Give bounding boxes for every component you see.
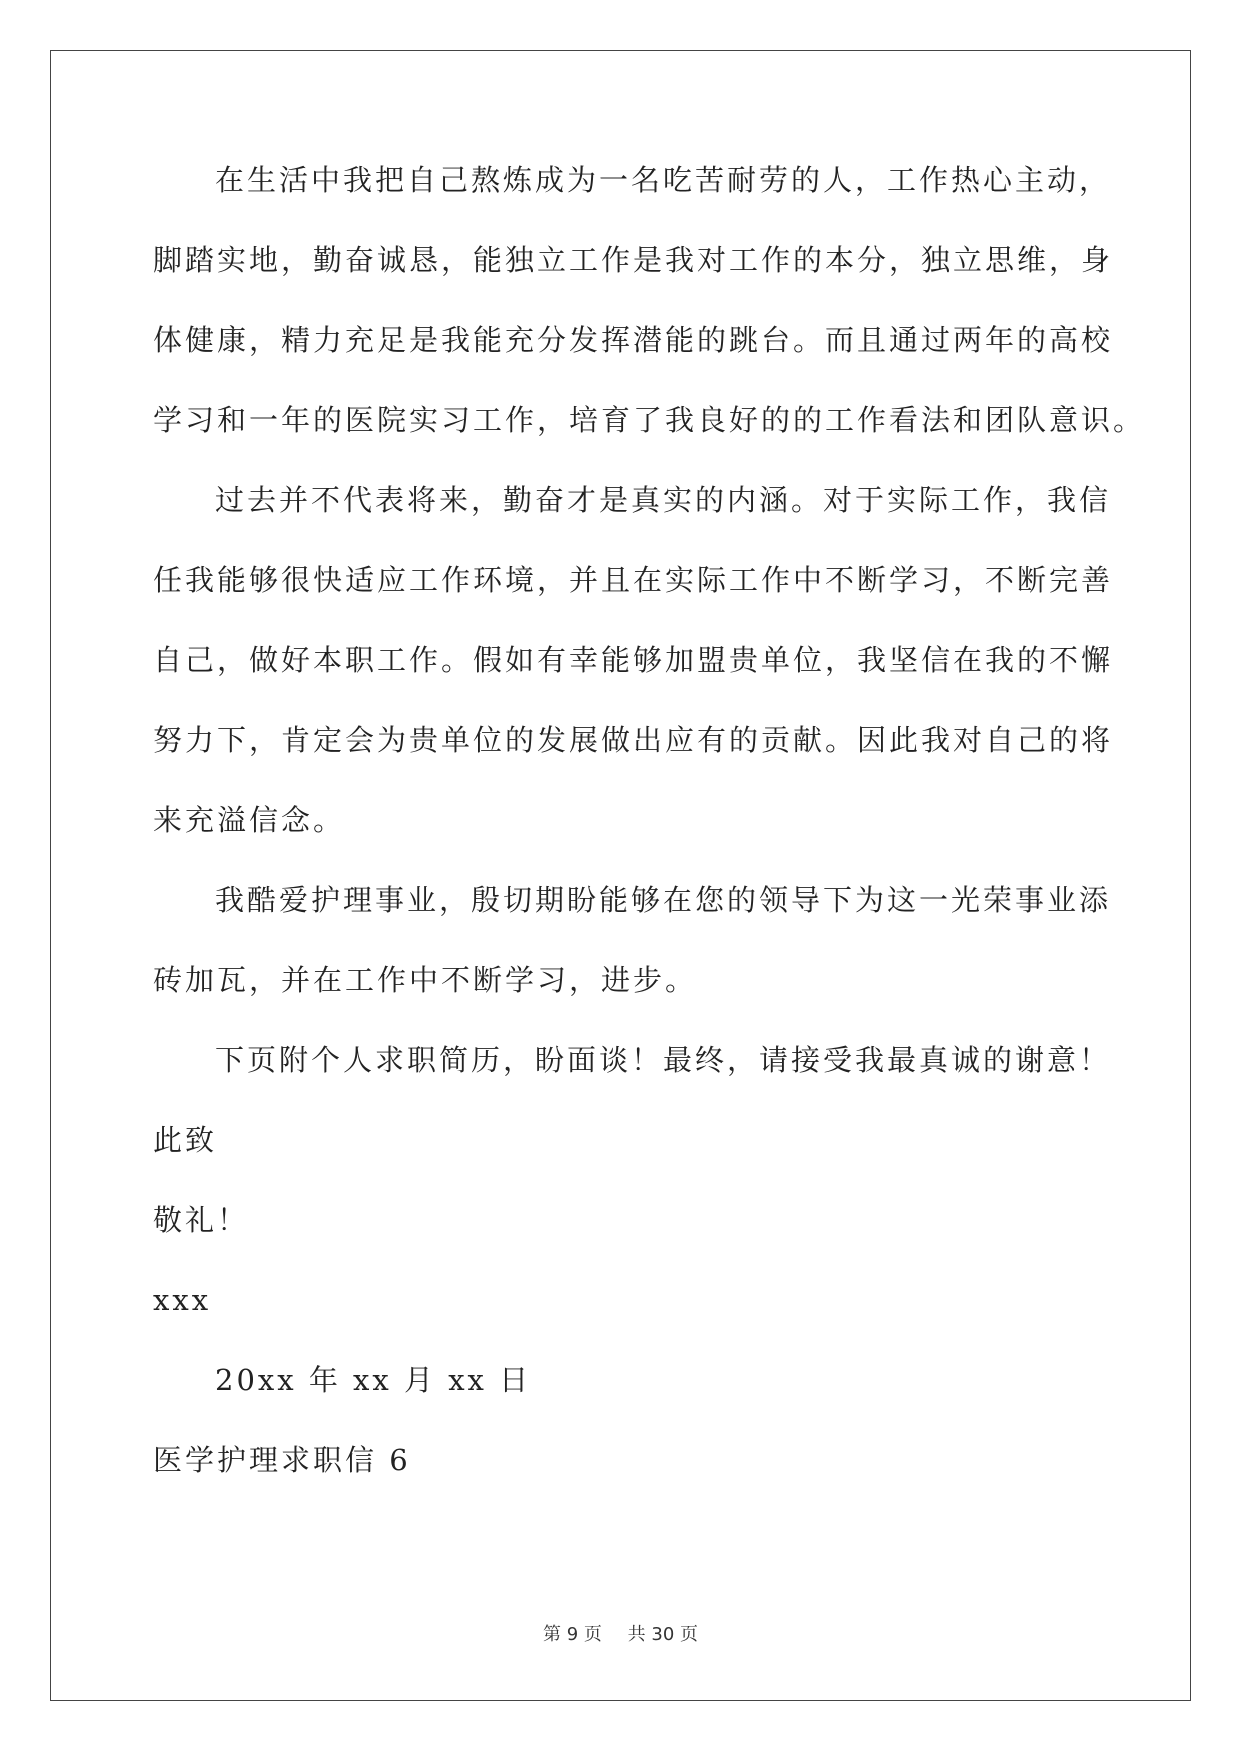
text-line: 在生活中我把自己熬炼成为一名吃苦耐劳的人，工作热心主动， (215, 163, 1112, 197)
section-heading: 医学护理求职信 6 (153, 1443, 411, 1477)
text-line: 过去并不代表将来，勤奋才是真实的内涵。对于实际工作，我信 (215, 483, 1112, 517)
page-total: 共 30 页 (627, 1624, 698, 1645)
text-line: 任我能够很快适应工作环境，并且在实际工作中不断学习，不断完善 (153, 563, 1114, 597)
text-line: 体健康，精力充足是我能充分发挥潜能的跳台。而且通过两年的高校 (153, 323, 1114, 357)
page-footer (0, 1620, 1241, 1646)
salutation-line: 敬礼！ (153, 1203, 250, 1237)
page-number: 第 9 页 (543, 1624, 602, 1645)
text-line: 脚踏实地，勤奋诚恳，能独立工作是我对工作的本分，独立思维，身 (153, 243, 1114, 277)
text-line: 来充溢信念。 (153, 803, 346, 837)
signature-date: 20xx 年 xx 月 xx 日 (215, 1363, 532, 1397)
text-line: 自己，做好本职工作。假如有幸能够加盟贵单位，我坚信在我的不懈 (153, 643, 1114, 677)
text-line: 学习和一年的医院实习工作，培育了我良好的的工作看法和团队意识。 (153, 403, 1146, 437)
text-line: 砖加瓦，并在工作中不断学习，进步。 (153, 963, 698, 997)
text-line: 努力下，肯定会为贵单位的发展做出应有的贡献。因此我对自己的将 (153, 723, 1114, 757)
text-line: 下页附个人求职简历，盼面谈！最终，请接受我最真诚的谢意！ (215, 1043, 1112, 1077)
salutation-line: 此致 (153, 1123, 218, 1157)
signature-name: xxx (153, 1283, 212, 1317)
text-line: 我酷爱护理事业，殷切期盼能够在您的领导下为这一光荣事业添 (215, 883, 1112, 917)
